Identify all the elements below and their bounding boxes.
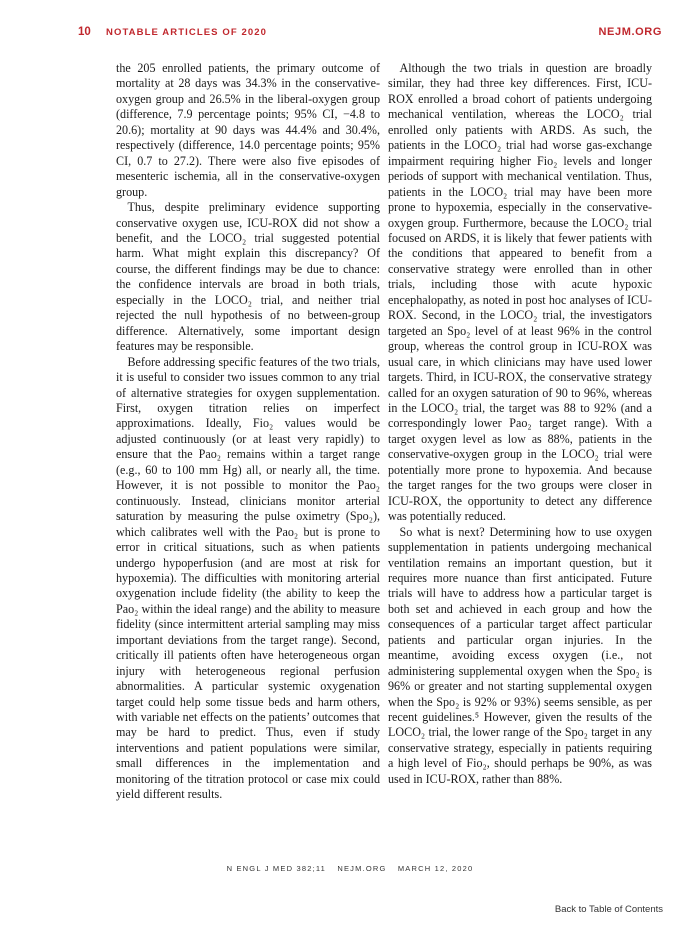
paragraph: the 205 enrolled patients, the primary outcome of mortality at 28 days was 34.3% in the conservative-oxygen group and 26.5% in the liberal-oxygen group (difference, 7.9 percentage points; 95% CI, −4.8 to 20.6); mortality at 90 days was 44.4% and 30.4%, respectively (difference, 14.0 percentage points; 95% CI, 0.7 to 27.2). There were also five episodes of mesenteric ischemia, all in the conservative-oxygen group. xyxy=(116,61,380,199)
footer-date: MARCH 12, 2020 xyxy=(397,864,474,873)
right-column xyxy=(388,61,652,787)
section-title: NOTABLE ARTICLES OF 2020 xyxy=(106,27,268,38)
paragraph: Although the two trials in question are broadly similar, they had three key differences. First, ICU-ROX enrolled a broad cohort of patients undergoing mechanical ventilation, whereas the LOCO₂ trial enrolled only patients with ARDS. As such, the patients in the LOCO₂ trial had worse gas-exchange impairment requiring higher Fio₂ levels and longer periods of support with mechanical ventilation. Thus, patients in the LOCO₂ trial may have been more prone to hypoxemia, especially in the conservative-oxygen group. Furthermore, because the LOCO₂ trial focused on ARDS, it is likely that fewer patients with the conditions that appeared to benefit from a conservative strategy were enrolled than in other trials, including those with acute hypoxic encephalopathy, as noted in post hoc analyses of ICU-ROX. Second, in the LOCO₂ trial, the investigators targeted an Spo₂ level of at least 96% in the control group, whereas the control group in ICU-ROX was usual care, in which clinicians may have used lower targets. Third, in ICU-ROX, the conservative strategy called for an oxygen saturation of 90 to 96%, whereas in the LOCO₂ trial, the target was 88 to 92% (and a correspondingly lower Pao₂ target range). With a target oxygen level as low as 88%, patients in the conservative-oxygen group in the LOCO₂ trial were potentially more prone to hypoxemia. And because the target ranges for the two groups were closer in ICU-ROX, the opportunity to detect any difference was potentially reduced. xyxy=(388,61,652,524)
paragraph: Before addressing specific features of the two trials, it is useful to consider two issues common to any trial of alternative strategies for oxygen supplementation. First, oxygen titration relies on imperfect approximations. Ideally, Fio₂ values would be adjusted continuously (or at least very rapidly) to ensure that the Pao₂ remains within a target range (e.g., 60 to 100 mm Hg) all, or nearly all, the time. However, it is not possible to monitor the Pao₂ continuously. Instead, clinicians monitor arterial saturation by measuring the pulse oximetry (Spo₂), which calibrates well with the Pao₂ but is prone to error in critical situations, such as when patients undergo hypoperfusion (and are most at risk for hypoxemia). The difficulties with monitoring arterial oxygenation include fidelity (the ability to keep the Pao₂ within the ideal range) and the ability to measure fidelity (since intermittent arterial sampling may miss important deviations from the target range). Second, critically ill patients often have heterogeneous organ injury with heterogeneous regional perfusion abnormalities. A particular systemic oxygenation target could help some tissue beds and harm others, with variable net effects on the patients’ outcomes that may be hard to predict. Thus, even if study interventions and patient populations were similar, small differences in the implementation and monitoring of the titration protocol or case mix could yield different results. xyxy=(116,354,380,802)
footer-site: NEJM.ORG xyxy=(337,864,387,873)
page-header xyxy=(40,26,662,44)
page-footer xyxy=(0,864,700,873)
footer-citation: N ENGL J MED 382;11 xyxy=(226,864,327,873)
paragraph: Thus, despite preliminary evidence supporting conservative oxygen use, ICU-ROX did not show a benefit, and the LOCO₂ trial suggested potential harm. What might explain this discrepancy? Of course, the different findings may be due to chance: the confidence intervals are broad in both trials, especially in the LOCO₂ trial, and neither trial rejected the null hypothesis of no between-group difference. Alternatively, some important design features may be responsible. xyxy=(116,200,380,354)
back-to-toc-link[interactable]: Back to Table of Contents xyxy=(554,904,663,915)
left-column xyxy=(116,61,380,803)
page-number: 10 xyxy=(78,26,91,38)
paragraph: So what is next? Determining how to use oxygen supplementation in patients undergoing mechanical ventilation remains an important question, but it requires more nuance than first anticipated. Future trials will have to address how a particular target is both set and achieved in each group and how the consequences of a particular target affect particular patients and particular organ injuries. In the meantime, avoiding excess oxygen (i.e., not administering supplemental oxygen when the Spo₂ is 96% or greater and not starting supplemental oxygen when the Spo₂ is 92% or 93%) seems sensible, as per recent guidelines.⁵ However, given the results of the LOCO₂ trial, the lower range of the Spo₂ target in any conservative strategy, especially in patients requiring a high level of Fio₂, should perhaps be 90%, as was used in ICU-ROX, rather than 88%. xyxy=(388,524,652,786)
journal-name: NEJM.ORG xyxy=(598,26,662,38)
